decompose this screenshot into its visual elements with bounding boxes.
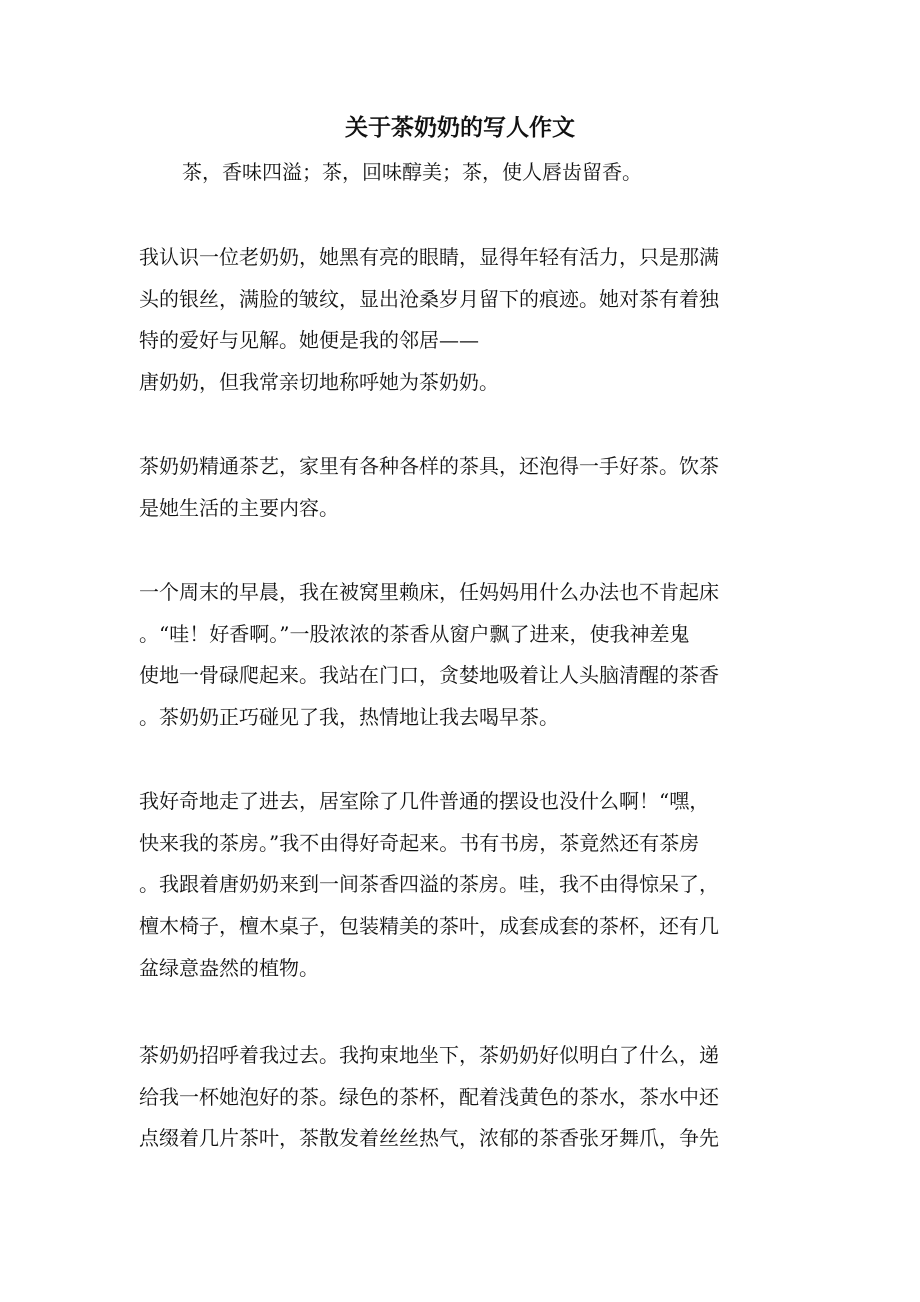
text-line: 快来我的茶房。”我不由得好奇起来。书有书房，茶竟然还有茶房	[139, 830, 700, 855]
text-line: 。我跟着唐奶奶来到一间茶香四溢的茶房。哇，我不由得惊呆了，	[139, 872, 719, 897]
text-line: 特的爱好与见解。她便是我的邻居——	[139, 328, 479, 353]
text-line: 茶奶奶招呼着我过去。我拘束地坐下，茶奶奶好似明白了什么，递	[139, 1043, 719, 1067]
paragraph-2	[139, 446, 789, 529]
text-line: 唐奶奶，但我常亲切地称呼她为茶奶奶。	[139, 370, 499, 395]
document-title: 关于茶奶奶的写人作文	[345, 115, 575, 141]
text-line: 是她生活的主要内容。	[139, 495, 339, 520]
text-line: 茶奶奶精通茶艺，家里有各种各样的茶具，还泡得一手好茶。饮茶	[139, 454, 719, 478]
text-line: 檀木椅子，檀木桌子，包装精美的茶叶，成套成套的茶杯，还有几	[139, 914, 719, 939]
text-line: 点缀着几片茶叶，茶散发着丝丝热气，浓郁的茶香张牙舞爪，争先	[139, 1126, 719, 1151]
paragraph-1	[139, 237, 789, 404]
text-line: 我好奇地走了进去，居室除了几件普通的摆设也没什么啊！“嘿，	[139, 789, 710, 813]
paragraph-5	[139, 1035, 789, 1160]
paragraph-3	[139, 572, 789, 739]
text-line: 盆绿意盎然的植物。	[139, 955, 319, 980]
text-line: 头的银丝，满脸的皱纹，显出沧桑岁月留下的痕迹。她对茶有着独	[139, 286, 719, 311]
text-line: 给我一杯她泡好的茶。绿色的茶杯，配着浅黄色的茶水，茶水中还	[139, 1084, 719, 1109]
intro-line: 茶，香味四溢；茶，回味醇美；茶，使人唇齿留香。	[182, 160, 642, 184]
text-line: 一个周末的早晨，我在被窝里赖床，任妈妈用什么办法也不肯起床	[139, 580, 719, 604]
paragraph-4	[139, 781, 789, 989]
text-line: 。茶奶奶正巧碰见了我，热情地让我去喝早茶。	[139, 705, 559, 730]
text-line: 。“哇！好香啊。”一股浓浓的茶香从窗户飘了进来，使我神差鬼	[139, 621, 690, 646]
text-line: 我认识一位老奶奶，她黑有亮的眼睛，显得年轻有活力，只是那满	[139, 245, 719, 269]
text-line: 使地一骨碌爬起来。我站在门口，贪婪地吸着让人头脑清醒的茶香	[139, 663, 719, 688]
